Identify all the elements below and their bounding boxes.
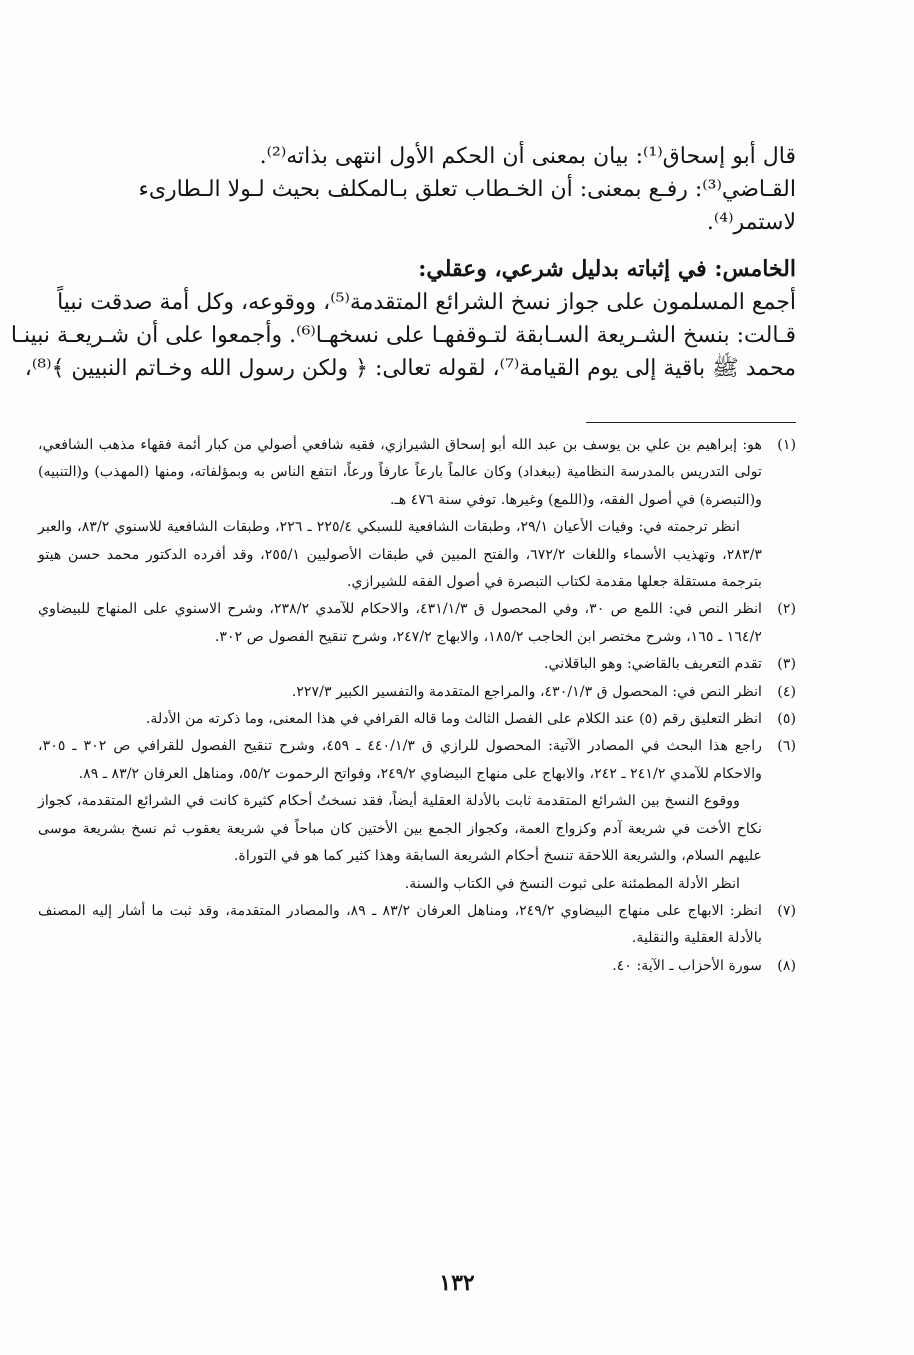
footnote-text: انظر: الابهاج على منهاج البيضاوي ٢٤٩/٢، ومناهل العرفان ٨٣/٢ ـ ٨٩، والمصادر المتقدمة، وقد ثبت ما أشار إليه المصنف بالأدلة العقلية والنقلية.	[38, 902, 762, 947]
footnote-number: (٦)	[777, 738, 796, 755]
footnote-number: (٧)	[777, 902, 796, 919]
footnote-number: (٣)	[777, 656, 796, 673]
footnote-text: انظر التعليق رقم (٥) عند الكلام على الفصل الثالث وما قاله القرافي في هذا المعنى، وما ذكرته من الأدلة.	[145, 711, 762, 728]
footnote	[38, 596, 796, 651]
footnote	[38, 651, 796, 678]
main-line: أجمع المسلمون على جواز نسخ الشرائع المتقدمة⁽⁵⁾، ووقوعه، وكل أمة صدقت نبياً	[57, 290, 796, 315]
main-text	[10, 140, 796, 385]
footnote-separator	[586, 422, 796, 423]
main-line: قال أبو إسحاق⁽¹⁾: بيان بمعنى أن الحكم الأول انتهى بذاته⁽²⁾.	[259, 144, 796, 169]
footnote-text: هو: إبراهيم بن علي بن يوسف بن عبد الله أبو إسحاق الشيرازي، فقيه شافعي أصولي من كبار أئمة فقهاء مذهب الشافعي، تولى التدريس بالمدرسة النظامية (ببغداد) وكان عالماً بارعاً عارفاً ورعاً، انتفع الناس به وبمؤلفاته، ومنها (المهذب) و(التنبيه) و(التبصرة) في أصول الفقه، و(اللمع) وغيرها. توفي سنة ٤٧٦ هـ.	[38, 437, 762, 508]
footnote	[38, 733, 796, 788]
footnote-text: راجع هذا البحث في المصادر الآتية: المحصول للرازي ق ٤٤٠/١/٣ ـ ٤٥٩، وشرح تنقيح الفصول للقرافي ص ٣٠٢ ـ ٣٠٥، والاحكام للآمدي ٢٤١/٢ ـ ٢٤٢، والابهاج على منهاج البيضاوي ٢٤٩/٢، وفواتح الرحموت ٥٥/٢، ومناهل العرفان ٨٣/٢ ـ ٨٩.	[38, 738, 762, 782]
footnote	[38, 679, 796, 706]
footnote	[38, 898, 796, 953]
footnote-text: تقدم التعريف بالقاضي: وهو الباقلاني.	[543, 656, 762, 673]
footnote-text: انظر النص في: المحصول ق ٤٣٠/١/٣، والمراجع المتقدمة والتفسير الكبير ٢٢٧/٣.	[291, 683, 762, 700]
main-line: القـاضي⁽³⁾: رفـع بمعنى: أن الخـطاب تعلق بـالمكلف بحيث لـولا الـطارىء	[138, 177, 796, 202]
footnote	[38, 953, 796, 980]
footnote-number: (١)	[777, 437, 796, 453]
footnote-paragraph: ووقوع النسخ بين الشرائع المتقدمة ثابت بالأدلة العقلية أيضاً، فقد نسختُ أحكام كثيرة كانت في الشرائع المتقدمة، كجواز نكاح الأخت في شريعة آدم وكزواج العمة، وكجواز الجمع بين الأختين كان مباحاً في شريعة يعقوب ثم نسخ بشريعة موسى عليهم السلام، والشريعة اللاحقة تنسخ أحكام الشريعة السابقة وهذا كثير كما هو في التوراة.	[38, 793, 762, 865]
footnote-paragraph: انظر ترجمته في: وفيات الأعيان ٢٩/١، وطبقات الشافعية للسبكي ٢٢٥/٤ ـ ٢٢٦، وطبقات الشافعية للاسنوي ٨٣/٢، والعبر ٢٨٣/٣، وتهذيب الأسماء واللغات ٦٧٢/٢، والفتح المبين في طبقات الأصوليين ٢٥٥/١، وقد أفرده الدكتور محمد حسن هيتو بترجمة مستقلة جعلها مقدمة لكتاب التبصرة في أصول الفقه للشيرازي.	[38, 519, 762, 591]
footnote	[38, 706, 796, 733]
footnote	[38, 432, 796, 514]
footnote-number: (٨)	[777, 957, 796, 974]
footnote-text: انظر النص في: اللمع ص ٣٠، وفي المحصول ق ٤٣١/١/٣، والاحكام للآمدي ٢٣٨/٢، وشرح الاسنوي على المنهاج للبيضاوي ١٦٤/٢ ـ ١٦٥، وشرح مختصر ابن الحاجب ١٨٥/٢، والابهاج ٢٤٧/٢، وشرح تنقيح الفصول ص ٣٠٢.	[38, 601, 762, 645]
footnote-number: (٥)	[777, 711, 796, 728]
footnote-paragraph: انظر الأدلة المطمئنة على ثبوت النسخ في الكتاب والسنة.	[404, 875, 740, 892]
page-number: ١٣٢	[439, 1270, 475, 1296]
main-line: قـالت: بنسخ الشـريعة السـابقة لتـوقفهـا على نسخهـا⁽⁶⁾. وأجمعوا على أن شـريعـة نبينـا	[10, 323, 796, 348]
footnote-text: سورة الأحزاب ـ الآية: ٤٠.	[612, 957, 762, 974]
main-line: محمد ﷺ باقية إلى يوم القيامة⁽⁷⁾، لقوله تعالى: ﴿ ولكن رسول الله وخـاتم النبيين ﴾⁽⁸⁾،	[24, 356, 796, 381]
main-line: لاستمر⁽⁴⁾.	[706, 210, 796, 235]
footnotes	[38, 432, 796, 980]
footnote-number: (٢)	[777, 601, 796, 618]
section-heading: الخامس: في إثباته بدليل شرعي، وعقلي:	[418, 256, 796, 282]
footnote-number: (٤)	[777, 683, 796, 700]
